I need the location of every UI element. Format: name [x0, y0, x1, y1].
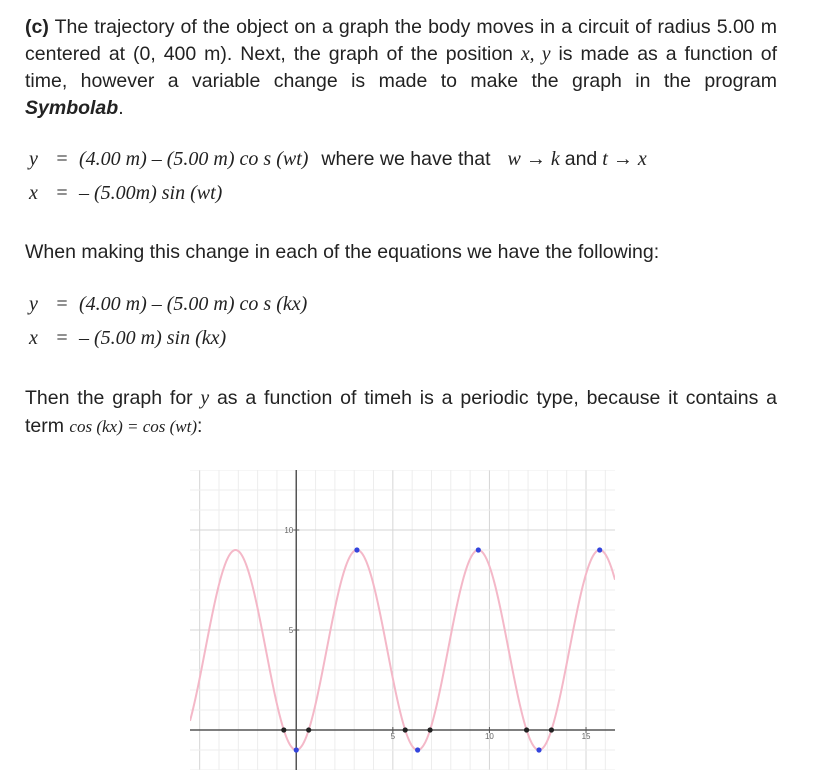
- paragraph-then: [25, 385, 777, 440]
- y-tick-label: 5: [288, 626, 294, 635]
- equation-x-1: [29, 182, 222, 205]
- eq2-x-equals: =: [56, 327, 68, 349]
- maximum-point: [597, 547, 602, 552]
- eq2-y-lhs: y: [29, 293, 38, 315]
- paragraph-c-end: .: [118, 96, 124, 119]
- paragraph-then-text-2: as a function of timeh is a periodic type, because it contains a term: [25, 387, 777, 437]
- eq1-x-equals: =: [56, 182, 68, 204]
- eq1-y-rhs: (4.00 m) – (5.00 m) co s (wt): [79, 148, 309, 170]
- xy-vars: x, y: [520, 43, 551, 65]
- maximum-point: [476, 547, 481, 552]
- eq2-x-rhs: – (5.00 m) sin (kx): [79, 327, 227, 349]
- paragraph-change: When making this change in each of the equations we have the following:: [25, 241, 660, 263]
- minimum-point: [415, 747, 420, 752]
- cos-expression: cos (kx) = cos (wt): [69, 416, 198, 436]
- where-text: where we have that: [321, 148, 491, 170]
- root-point: [549, 727, 554, 732]
- root-point: [281, 727, 286, 732]
- program-name: Symbolab: [25, 96, 119, 119]
- and-text: and: [564, 148, 598, 170]
- eq1-y-equals: =: [56, 148, 68, 170]
- x-tick-label: 15: [581, 732, 591, 741]
- part-label: (c): [25, 16, 49, 38]
- x-tick-label: 5: [390, 732, 396, 741]
- minimum-point: [294, 747, 299, 752]
- paragraph-c-text: The trajectory of the object on a graph the body moves in a circuit of radius 5.00 m centered at (0, 400 m). Next, the graph of the position: [25, 16, 777, 65]
- root-point: [403, 727, 408, 732]
- eq1-y-lhs: y: [29, 148, 38, 170]
- root-point: [427, 727, 432, 732]
- chart-axes: [190, 470, 615, 770]
- eq1-x-lhs: x: [29, 182, 38, 204]
- eq2-x-lhs: x: [29, 327, 38, 349]
- x-tick-label: 10: [484, 732, 494, 741]
- y-tick-label: 10: [284, 526, 294, 535]
- paragraph-c-text-2: is made as a function of time, however a variable change is made to make the graph in the program: [25, 42, 777, 92]
- root-point: [306, 727, 311, 732]
- map-w-k: w → k: [507, 148, 560, 170]
- paragraph-then-text: Then the graph for: [25, 387, 201, 409]
- equation-y-1: [29, 148, 647, 171]
- maximum-point: [354, 547, 359, 552]
- symbolab-graph: [190, 470, 615, 770]
- equation-x-2: [29, 327, 226, 350]
- eq2-y-rhs: (4.00 m) – (5.00 m) co s (kx): [79, 293, 308, 315]
- eq2-y-equals: =: [56, 293, 68, 315]
- chart-grid: [190, 470, 615, 770]
- equation-y-2: [29, 293, 307, 316]
- root-point: [524, 727, 529, 732]
- y-var: y: [200, 388, 210, 409]
- paragraph-c: [25, 14, 777, 121]
- eq1-x-rhs: – (5.00m) sin (wt): [79, 182, 223, 204]
- map-t-x: t → x: [602, 148, 647, 170]
- paragraph-then-colon: :: [197, 414, 203, 437]
- minimum-point: [536, 747, 541, 752]
